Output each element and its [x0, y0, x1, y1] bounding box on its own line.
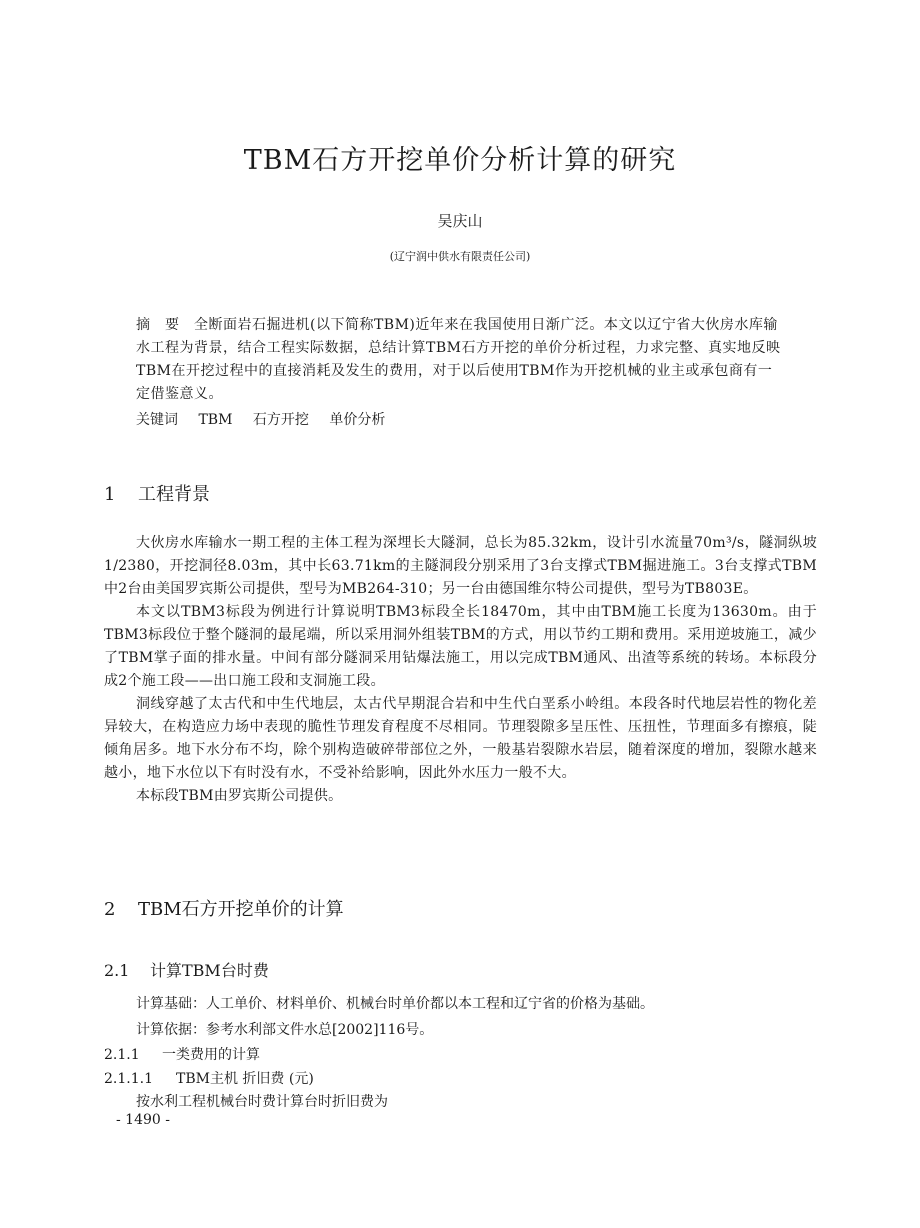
calc-reference: 计算依据：参考水利部文件水总[2002]116号。	[136, 1022, 434, 1038]
section-2-heading	[104, 895, 344, 921]
section-title: TBM石方开挖单价的计算	[138, 899, 344, 920]
author-name: 吴庆山	[437, 212, 483, 230]
paragraph: 本标段TBM由罗宾斯公司提供。	[136, 788, 343, 804]
paragraph: 洞线穿越了太古代和中生代地层，太古代早期混合岩和中生代白垩系小岭组。本段各时代地层岩性的物化差异较大，在构造应力场中表现的脆性节理发育程度不尽相同。节理裂隙多呈压性、压扭性，节理面多有擦痕，陡倾角居多。地下水分布不均，除个别构造破碎带部位之外，一般基岩裂隙水岩层，随着深度的增加，裂隙水越来越小，地下水位以下有时没有水，不受补给影响，因此外水压力一般不大。	[104, 696, 817, 781]
section-2-1-heading	[104, 958, 269, 981]
section-number: 2	[104, 899, 116, 920]
paper-title: TBM石方开挖单价分析计算的研究	[243, 145, 677, 176]
section-title: TBM主机 折旧费 (元)	[176, 1071, 314, 1087]
calc-basis: 计算基础：人工单价、材料单价、机械台时单价都以本工程和辽宁省的价格为基础。	[136, 996, 654, 1012]
keyword-item: 单价分析	[329, 412, 386, 428]
paragraph: 大伙房水库输水一期工程的主体工程为深埋长大隧洞，总长为85.32km，设计引水流量70m³/s，隧洞纵坡1/2380，开挖洞径8.03m，其中长63.71km的主隧洞段分别采用了3台支撑式TBM掘进施工。3台支撑式TBM中2台由美国罗宾斯公司提供，型号为MB264-310；另一台由德国维尔特公司提供，型号为TB803E。	[104, 535, 817, 597]
section-title: 计算TBM台时费	[150, 961, 269, 980]
section-1-body	[104, 532, 817, 808]
author-affiliation: (辽宁润中供水有限责任公司)	[389, 250, 531, 263]
keyword-item: 石方开挖	[252, 412, 309, 428]
section-title: 一类费用的计算	[162, 1047, 260, 1063]
section-2-1-1-heading	[104, 1044, 260, 1064]
page-number: - 1490 -	[116, 1112, 170, 1128]
keywords	[136, 409, 786, 432]
section-2-1-1-1-heading	[104, 1068, 314, 1088]
section-number: 1	[104, 484, 116, 505]
section-1-heading	[104, 480, 210, 506]
depreciation-text: 按水利工程机械台时费计算台时折旧费为	[136, 1094, 388, 1110]
section-number: 2.1.1.1	[104, 1071, 153, 1087]
paragraph: 本文以TBM3标段为例进行计算说明TBM3标段全长18470m，其中由TBM施工长度为13630m。由于TBM3标段位于整个隧洞的最尾端，所以采用洞外组装TBM的方式，用以节约工期和费用。采用逆坡施工，减少了TBM掌子面的排水量。中间有部分隧洞采用钻爆法施工，用以完成TBM通风、出渣等系统的转场。本标段分成2个施工段——出口施工段和支洞施工段。	[104, 604, 817, 689]
keyword-item: TBM	[198, 412, 233, 428]
abstract: 摘 要 全断面岩石掘进机(以下简称TBM)近年来在我国使用日渐广泛。本文以辽宁省大伙房水库输水工程为背景，结合工程实际数据，总结计算TBM石方开挖的单价分析过程，力求完整、真实地反映TBM在开挖过程中的直接消耗及发生的费用，对于以后使用TBM作为开挖机械的业主或承包商有一定借鉴意义。	[136, 317, 781, 402]
keywords-label: 关键词	[136, 412, 178, 428]
section-number: 2.1	[104, 961, 130, 980]
section-number: 2.1.1	[104, 1047, 140, 1063]
section-title: 工程背景	[138, 484, 210, 505]
